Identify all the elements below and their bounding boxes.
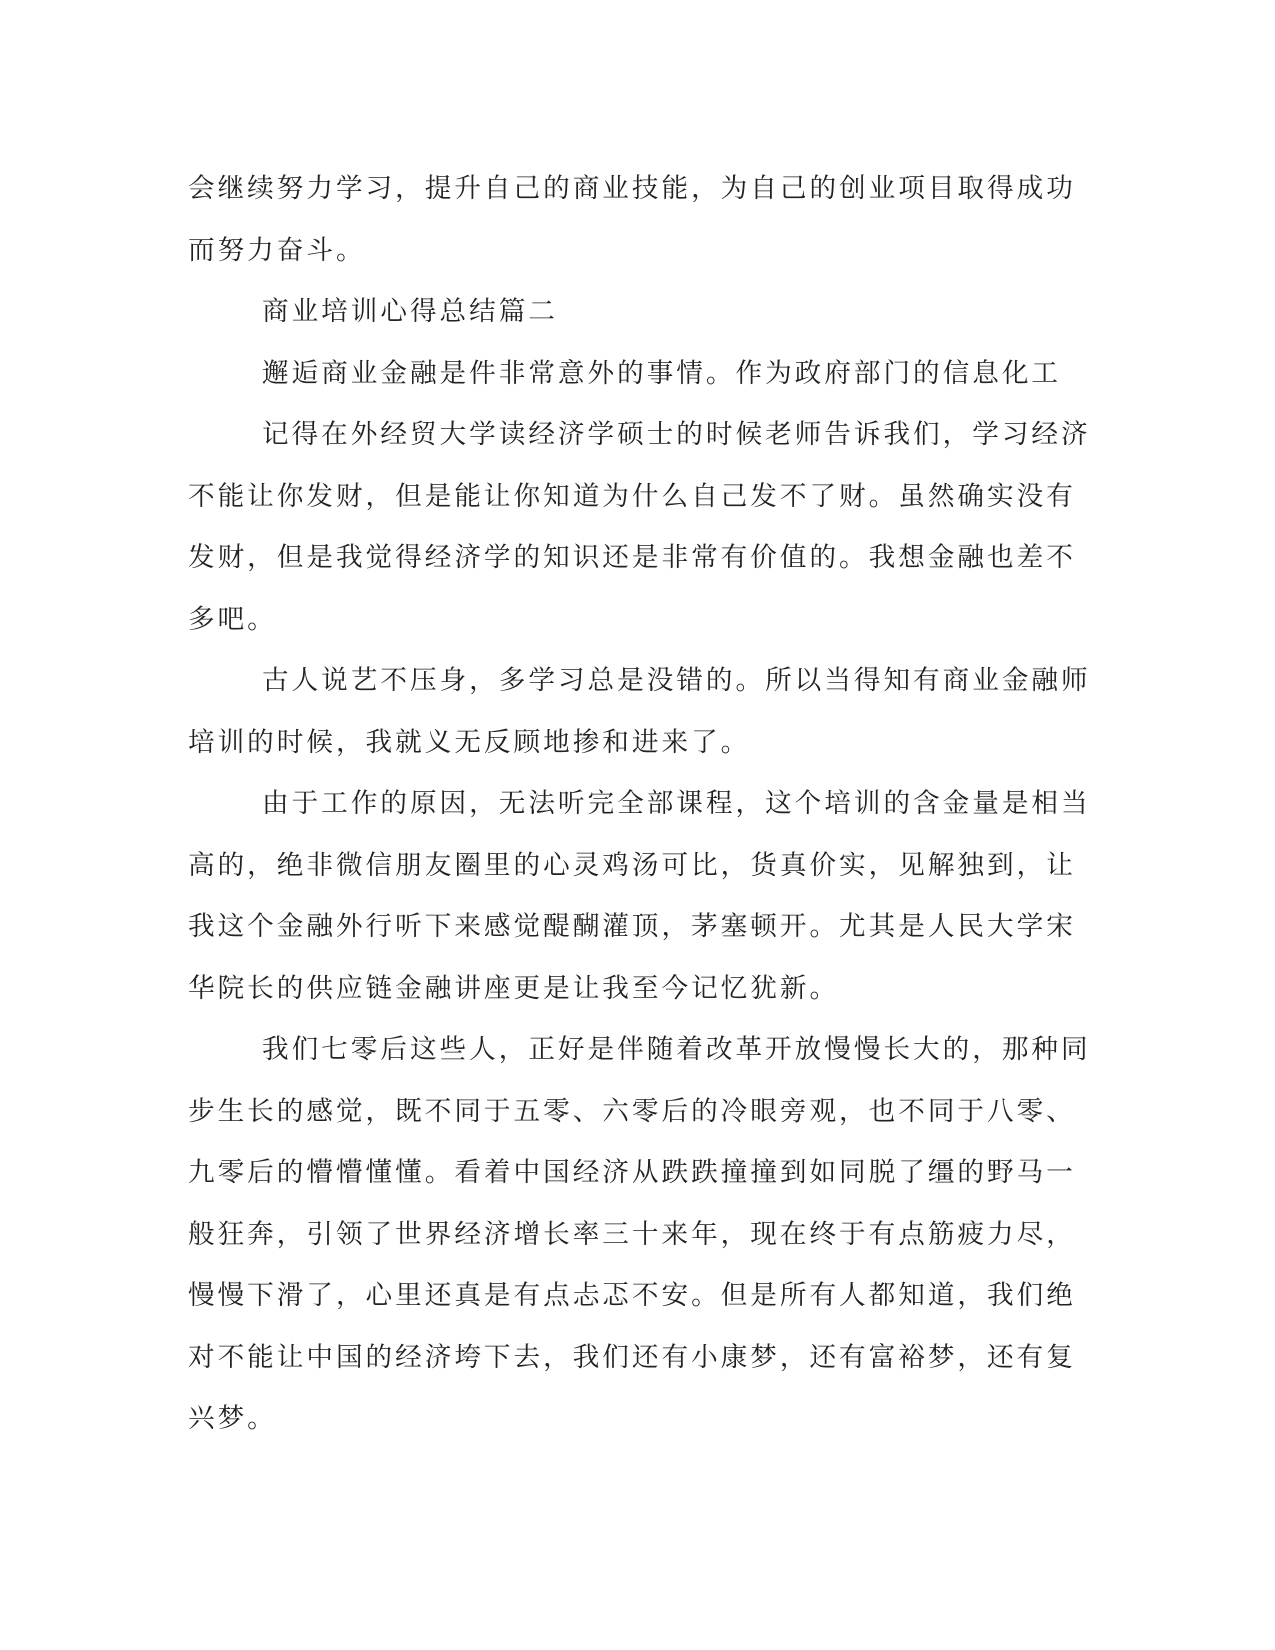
text-line: 高的，绝非微信朋友圈里的心灵鸡汤可比，货真价实，见解独到，让	[188, 849, 1076, 881]
section-heading	[188, 281, 1068, 343]
paragraph-7	[188, 1019, 1091, 1081]
text-line: 九零后的懵懵懂懂。看着中国经济从跌跌撞撞到如同脱了缰的野马一	[188, 1157, 1076, 1188]
text-line: 由于工作的原因，无法听完全部课程，这个培训的含金量是相当	[262, 788, 1091, 819]
text-line: 培训的时候，我就义无反顾地掺和进来了。	[188, 726, 751, 758]
text-line: 古人说艺不压身，多学习总是没错的。所以当得知有商业金融师	[262, 665, 1091, 696]
text-line: 步生长的感觉，既不同于五零、六零后的冷眼旁观，也不同于八零、	[188, 1095, 1076, 1127]
paragraph-4-continued	[188, 466, 1076, 651]
paragraph-6-continued	[188, 835, 1076, 1020]
text-line: 般狂奔，引领了世界经济增长率三十来年，现在终于有点筋疲力尽，	[188, 1218, 1076, 1250]
paragraph-7-continued	[188, 1081, 1076, 1450]
text-line: 兴梦。	[188, 1403, 277, 1434]
text-line: 而努力奋斗。	[188, 234, 366, 266]
text-line: 记得在外经贸大学读经济学硕士的时候老师告诉我们，学习经济	[262, 419, 1091, 450]
text-line: 我这个金融外行听下来感觉醍醐灌顶，茅塞顿开。尤其是人民大学宋	[188, 911, 1076, 942]
text-line: 多吧。	[188, 603, 277, 635]
heading-text: 商业培训心得总结篇二	[262, 296, 558, 327]
text-line: 会继续努力学习，提升自己的商业技能，为自己的创业项目取得成功	[188, 173, 1076, 204]
paragraph-5	[188, 650, 1091, 712]
paragraph-6	[188, 773, 1091, 835]
paragraph-4	[188, 404, 1091, 466]
text-line: 对不能让中国的经济垮下去，我们还有小康梦，还有富裕梦，还有复	[188, 1341, 1076, 1373]
paragraph-5-continued	[188, 712, 1068, 774]
text-line: 华院长的供应链金融讲座更是让我至今记忆犹新。	[188, 972, 840, 1004]
paragraph-3	[188, 343, 1068, 405]
document-body	[188, 158, 1091, 1450]
text-line: 不能让你发财，但是能让你知道为什么自己发不了财。虽然确实没有	[188, 480, 1076, 512]
paragraph-1	[188, 158, 1076, 281]
text-line: 我们七零后这些人，正好是伴随着改革开放慢慢长大的，那种同	[262, 1034, 1091, 1065]
text-line: 邂逅商业金融是件非常意外的事情。作为政府部门的信息化工	[262, 357, 1062, 389]
text-line: 慢慢下滑了，心里还真是有点忐忑不安。但是所有人都知道，我们绝	[188, 1280, 1076, 1311]
text-line: 发财，但是我觉得经济学的知识还是非常有价值的。我想金融也差不	[188, 542, 1076, 573]
